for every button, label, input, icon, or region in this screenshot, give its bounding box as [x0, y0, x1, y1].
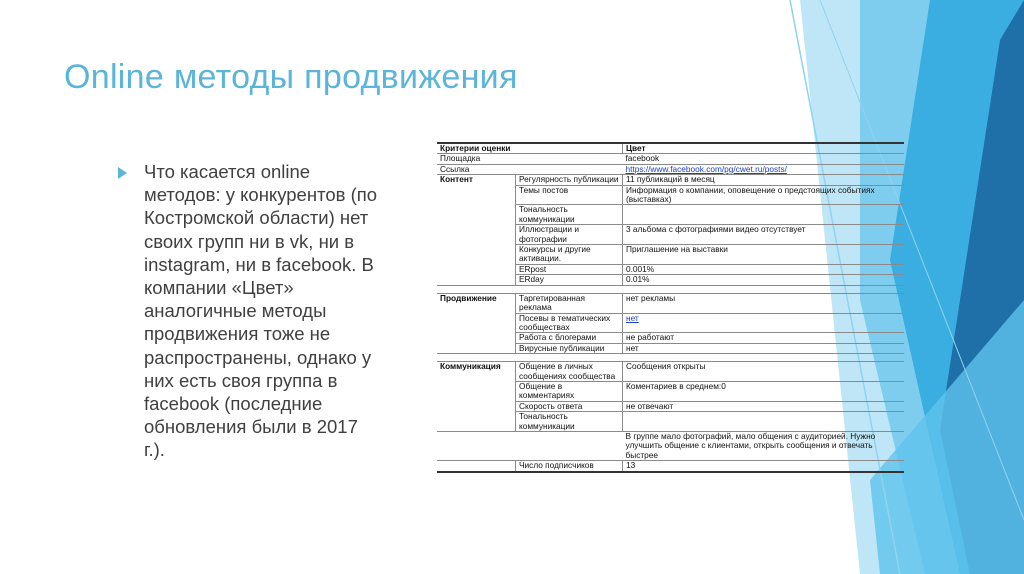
table-row — [437, 461, 904, 472]
row-value: 3 альбома с фотографиями видео отсутствует — [623, 225, 905, 245]
row-value: 0.001% — [623, 264, 905, 274]
row-label: Число подписчиков — [516, 461, 623, 472]
table-header-row — [437, 143, 904, 154]
row-label: Темы постов — [516, 185, 623, 205]
row-label: ERpost — [516, 264, 623, 274]
table-row — [437, 154, 904, 164]
row-label: Скорость ответа — [516, 401, 623, 411]
row-label: Вирусные публикации — [516, 343, 623, 353]
slide-title: Online методы продвижения — [64, 58, 518, 96]
row-value: Сообщения открыты — [623, 362, 905, 382]
spacer-row — [437, 285, 904, 293]
row-label: ERday — [516, 275, 623, 285]
row-label: Тональность коммуникации — [516, 412, 623, 432]
table-row — [437, 293, 904, 313]
table-row — [437, 164, 904, 174]
row-value: 0.01% — [623, 275, 905, 285]
row-value: 13 — [623, 461, 905, 472]
facebook-link[interactable]: https://www.facebook.com/pg/cwet.ru/posts/ — [625, 163, 787, 174]
row-value — [623, 205, 905, 225]
empty-cell — [437, 461, 516, 472]
row-value: нет — [623, 343, 905, 353]
criteria-table — [437, 142, 904, 473]
header-criteria: Критерии оценки — [437, 143, 623, 154]
row-label: Общение в комментариях — [516, 381, 623, 401]
row-label: Таргетированная реклама — [516, 293, 623, 313]
row-value — [623, 412, 905, 432]
row-label: Иллюстрации и фотографии — [516, 225, 623, 245]
row-value: нет рекламы — [623, 293, 905, 313]
row-value — [623, 164, 905, 174]
row-label: Регулярность публикации — [516, 175, 623, 185]
row-value — [623, 313, 905, 333]
row-label: Тональность коммуникации — [516, 205, 623, 225]
row-value: не отвечают — [623, 401, 905, 411]
bullet-text: Что касается online методов: у конкурентов (по Костромской области) нет своих групп ни в vk, ни в instagram, ни в facebook. В компании «Цвет» аналогичные методы продвижения тоже не распространены, однако у них есть своя группа в facebook (последние обновления были в 2017 г.). — [144, 161, 378, 461]
row-label: Общение в личных сообщениях сообщества — [516, 362, 623, 382]
row-value: Коментариев в среднем:0 — [623, 381, 905, 401]
summary-empty — [437, 431, 623, 460]
row-label: Конкурсы и другие активации. — [516, 245, 623, 265]
row-value: Информация о компании, оповещение о предстоящих событиях (выставках) — [623, 185, 905, 205]
table-row — [437, 175, 904, 185]
row-value: Приглашение на выставки — [623, 245, 905, 265]
row-value: 11 публикаций в месяц — [623, 175, 905, 185]
summary-text: В группе мало фотографий, мало общения с аудиторией. Нужно улучшить общение с клиентами, открыть сообщения и отвечать быстрее — [623, 431, 905, 460]
table-row — [437, 431, 904, 460]
row-label: Ссылка — [437, 164, 623, 174]
triangle-bullet-icon — [118, 167, 127, 179]
section-label-content: Контент — [437, 175, 516, 285]
row-value: facebook — [623, 154, 905, 164]
table-row — [437, 362, 904, 382]
row-label: Посевы в тематических сообществах — [516, 313, 623, 333]
row-value: не работают — [623, 333, 905, 343]
section-label-promo: Продвижение — [437, 293, 516, 353]
section-label-comm: Коммуникация — [437, 362, 516, 432]
header-company: Цвет — [623, 143, 905, 154]
row-label: Работа с блогерами — [516, 333, 623, 343]
bullet-item — [118, 160, 380, 462]
seeding-link[interactable]: нет — [626, 312, 639, 323]
spacer-cell — [437, 285, 904, 293]
row-label: Площадка — [437, 154, 623, 164]
